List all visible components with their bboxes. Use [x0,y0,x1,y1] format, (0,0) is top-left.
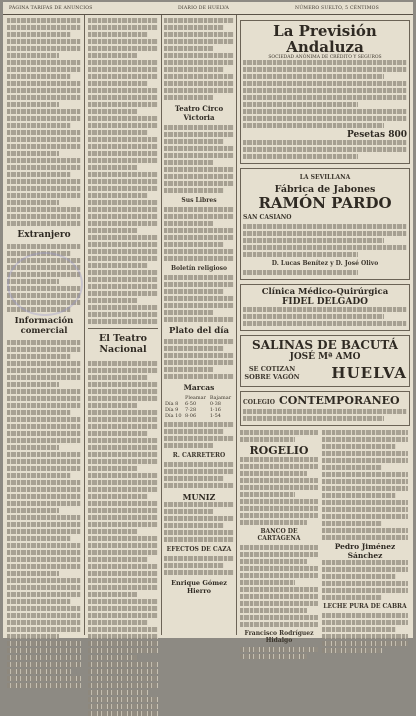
ad-ramon-pardo: LA SEVILLANA Fábrica de Jabones RAMÓN PARDO SAN CASIANO D. Lucas Benítez y D. José Olivo [240,168,410,280]
article-block [164,422,234,448]
ad-muniz: MUNIZ [182,492,216,502]
article-block [7,18,81,226]
masthead-right: NÚMERO SUELTO, 5 CÉNTIMOS [295,6,379,11]
section-heading-extranjero: Extranjero [17,230,71,240]
article-block [164,462,234,488]
tide-table [164,395,234,419]
ad-gomez-hierro: Enrique Gómez Hierro [171,579,227,595]
masthead-left: PÁGINA TARIFAS DE ANUNCIOS [9,6,93,11]
ad-column-right: Pedro Jiménez Sánchez LECHE PURA DE CABRA [322,430,408,661]
article-block [164,18,234,100]
ad-rogelio: ROGELIO BANCO DE CARTAGENA Francisco Rodríguez Hidalgo [240,430,318,661]
heading-marcas: Marcas [183,383,215,392]
column-rule [161,15,162,635]
ad-colegio: COLEGIO CONTEMPORANEO [240,391,410,426]
ad-prevision-andaluza: La Previsión Andaluza SOCIEDAD ANÓNIMA DE CRÉDITO Y SEGUROS Pesetas 800 [240,20,410,164]
newspaper-page [3,2,413,644]
table-header-cell: Bajamar [209,395,232,401]
heading-teatro-circo: Teatro Circo Victoria [174,104,224,122]
article-block [88,18,158,324]
column-ads [240,18,410,644]
table-row: Día 10 8·06 1·54 [165,413,221,419]
column-rule [236,15,237,635]
section-heading-informacion: Información comercial [14,316,74,336]
column-1 [7,18,81,636]
article-block [164,275,234,322]
table-row: Día 9 7·28 1·16 [165,407,221,413]
table-row: Día 8 6·50 0·38 [165,401,221,407]
article-block [7,340,81,688]
heading-boletin: Boletín religioso [170,265,228,272]
article-block [164,207,234,261]
ad-salinas: SALINAS DE BACUTÁ JOSÉ Mª AMO SE COTIZAN SOBRE VAGÓN HUELVA [240,335,410,387]
ad-clinica: Clínica Médico-Quirúrgica FIDEL DELGADO [240,284,410,331]
article-block [164,339,234,379]
ad-efectos-caza: EFECTOS DE CAZA [166,546,232,553]
heading-teatro-nacional: El Teatro Nacional [98,333,148,355]
column-rule [84,15,85,635]
column-3 [164,18,234,636]
column-2 [88,18,158,636]
article-block [164,125,234,193]
masthead-center: DIARIO DE HUELVA [178,6,230,11]
library-stamp-icon [7,252,83,316]
ad-row [240,430,410,661]
masthead [3,2,413,15]
article-block [164,556,234,575]
article-block [88,361,158,716]
article-block [164,502,234,542]
small-heading: R. CARRETERO [172,452,226,459]
heading-sus-libres: Sus Libres [181,197,217,204]
heading-plato-del-dia: Plato del día [169,326,229,336]
table-header-cell: Pleamar [185,395,207,401]
